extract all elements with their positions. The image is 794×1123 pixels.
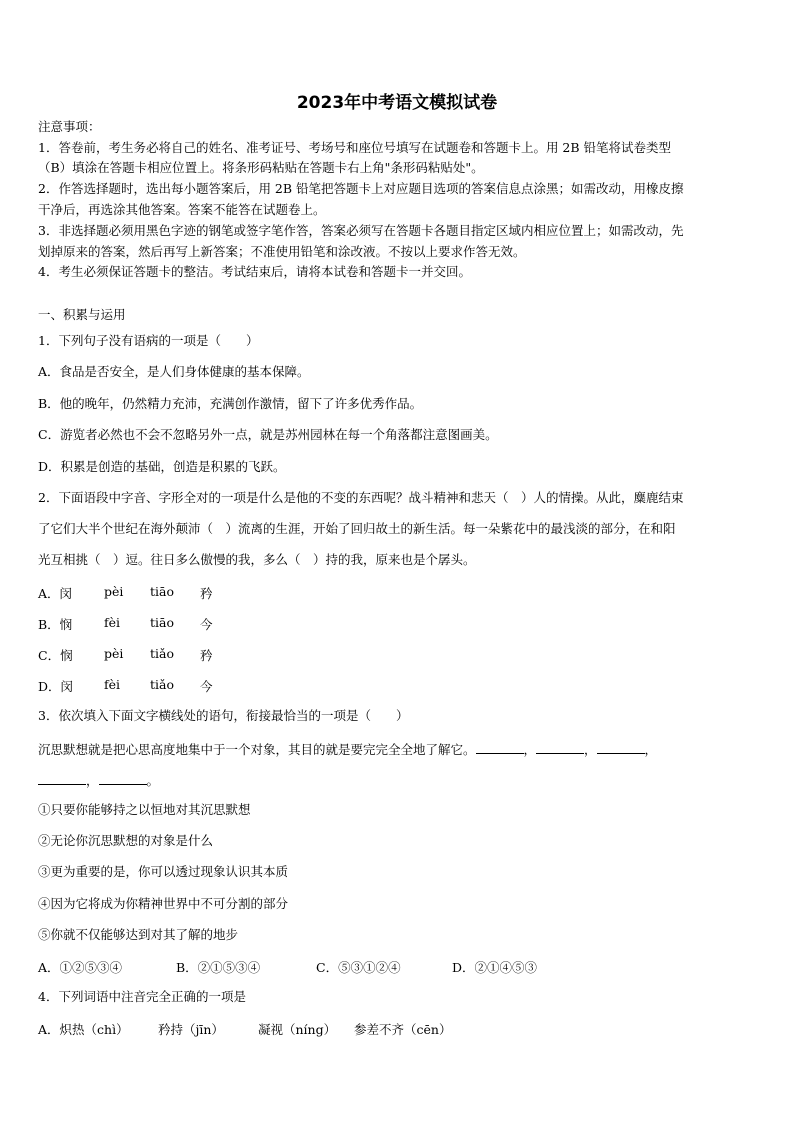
q1-option: B．他的晚年，仍然精力充沛，充满创作激情，留下了许多优秀作品。 <box>38 396 423 411</box>
q2-stem-line: 了它们大半个世纪在海外颠沛（ ）流离的生涯，开始了回归故土的新生活。每一朵紫花中的最浅淡的部分，在和阳 <box>38 521 676 536</box>
q3-option-b: B．②①⑤③④ <box>176 960 261 975</box>
q4-option-word: 参差不齐（cēn） <box>354 1022 452 1037</box>
notice-line: 干净后，再选涂其他答案。答案不能答在试题卷上。 <box>38 202 326 217</box>
q2-option-pinyin: tiǎo <box>150 677 174 692</box>
q4-option-word: 矜持（jīn） <box>158 1022 224 1037</box>
section-heading: 一、积累与运用 <box>38 307 126 322</box>
answer-blank <box>38 772 86 785</box>
q4-option-word: A．炽热（chì） <box>38 1022 129 1037</box>
notice-line: 1．答卷前，考生务必将自己的姓名、准考证号、考场号和座位号填写在试题卷和答题卡上。用 2B 铅笔将试卷类型 <box>38 140 672 155</box>
q3-stem: 3．依次填入下面文字横线处的语句，衔接最恰当的一项是（ ） <box>38 708 409 723</box>
q2-option-letter: B．悯 <box>38 617 73 632</box>
answer-blank <box>597 741 645 754</box>
q1-stem: 1．下列句子没有语病的一项是（ ） <box>38 333 259 348</box>
q2-stem-line: 2．下面语段中字音、字形全对的一项是什么是他的不变的东西呢？战斗精神和悲天（ ）人的情操。从此，麋鹿结束 <box>38 490 684 505</box>
q3-item: ⑤你就不仅能够达到对其了解的地步 <box>38 927 239 942</box>
q2-option-pinyin: tiāo <box>150 584 174 599</box>
q3-option-a: A．①②⑤③④ <box>38 960 123 975</box>
q3-item: ③更为重要的是，你可以透过现象认识其本质 <box>38 864 289 879</box>
exam-title: 2023年中考语文模拟试卷 <box>296 93 498 113</box>
q3-item: ④因为它将成为你精神世界中不可分割的部分 <box>38 896 289 911</box>
q3-blank-line: ， 。 <box>38 772 159 789</box>
q2-option-char: 矜 <box>200 586 213 601</box>
notice-line: 划掉原来的答案，然后再写上新答案；不准使用铅笔和涂改液。不按以上要求作答无效。 <box>38 244 526 259</box>
q1-option: C．游览者必然也不会不忽略另外一点，就是苏州园林在每一个角落都注意图画美。 <box>38 427 498 442</box>
q3-option-d: D．②①④⑤③ <box>452 960 538 975</box>
notice-line: （B）填涂在答题卡相应位置上。将条形码粘贴在答题卡右上角"条形码粘贴处"。 <box>38 160 484 175</box>
answer-blank <box>536 741 584 754</box>
q2-option-char: 今 <box>200 617 213 632</box>
q1-option: D．积累是创造的基础，创造是积累的飞跃。 <box>38 459 286 474</box>
notice-line: 3．非选择题必须用黑色字迹的钢笔或签字笔作答，答案必须写在答题卡各题目指定区域内相应位置上；如需改动，先 <box>38 223 684 238</box>
answer-blank <box>476 741 524 754</box>
notice-heading: 注意事项： <box>38 119 101 134</box>
q2-option-letter: A．闵 <box>38 586 73 601</box>
q3-item: ①只要你能够持之以恒地对其沉思默想 <box>38 802 251 817</box>
q2-option-letter: C．悯 <box>38 648 73 663</box>
notice-line: 4．考生必须保证答题卡的整洁。考试结束后，请将本试卷和答题卡一并交回。 <box>38 264 471 279</box>
q2-option-char: 今 <box>200 679 213 694</box>
q2-option-pinyin: fèi <box>104 615 121 630</box>
q3-option-c: C．⑤③①②④ <box>316 960 401 975</box>
q2-option-pinyin: fèi <box>104 677 121 692</box>
q3-item: ②无论你沉思默想的对象是什么 <box>38 833 214 848</box>
q2-option-char: 矜 <box>200 648 213 663</box>
q2-option-pinyin: tiǎo <box>150 646 174 661</box>
q2-option-letter: D．闵 <box>38 679 74 694</box>
q3-passage-line: 沉思默想就是把心思高度地集中于一个对象，其目的就是要完完全全地了解它。 ， ， ， <box>38 742 658 757</box>
q2-option-pinyin: pèi <box>104 646 124 661</box>
q1-option: A．食品是否安全，是人们身体健康的基本保障。 <box>38 364 310 379</box>
q2-option-pinyin: tiāo <box>150 615 174 630</box>
q3-passage: 沉思默想就是把心思高度地集中于一个对象，其目的就是要完完全全地了解它。 <box>38 742 476 757</box>
answer-blank <box>99 772 147 785</box>
q2-stem-line: 光互相挑（ ）逗。往日多么傲慢的我，多么（ ）持的我，原来也是个孱头。 <box>38 552 476 567</box>
q2-option-pinyin: pèi <box>104 584 124 599</box>
q4-option-word: 凝视（níng） <box>258 1022 337 1037</box>
q4-stem: 4．下列词语中注音完全正确的一项是 <box>38 989 246 1004</box>
notice-line: 2．作答选择题时，选出每小题答案后，用 2B 铅笔把答题卡上对应题目选项的答案信息点涂黑；如需改动，用橡皮擦 <box>38 181 684 196</box>
